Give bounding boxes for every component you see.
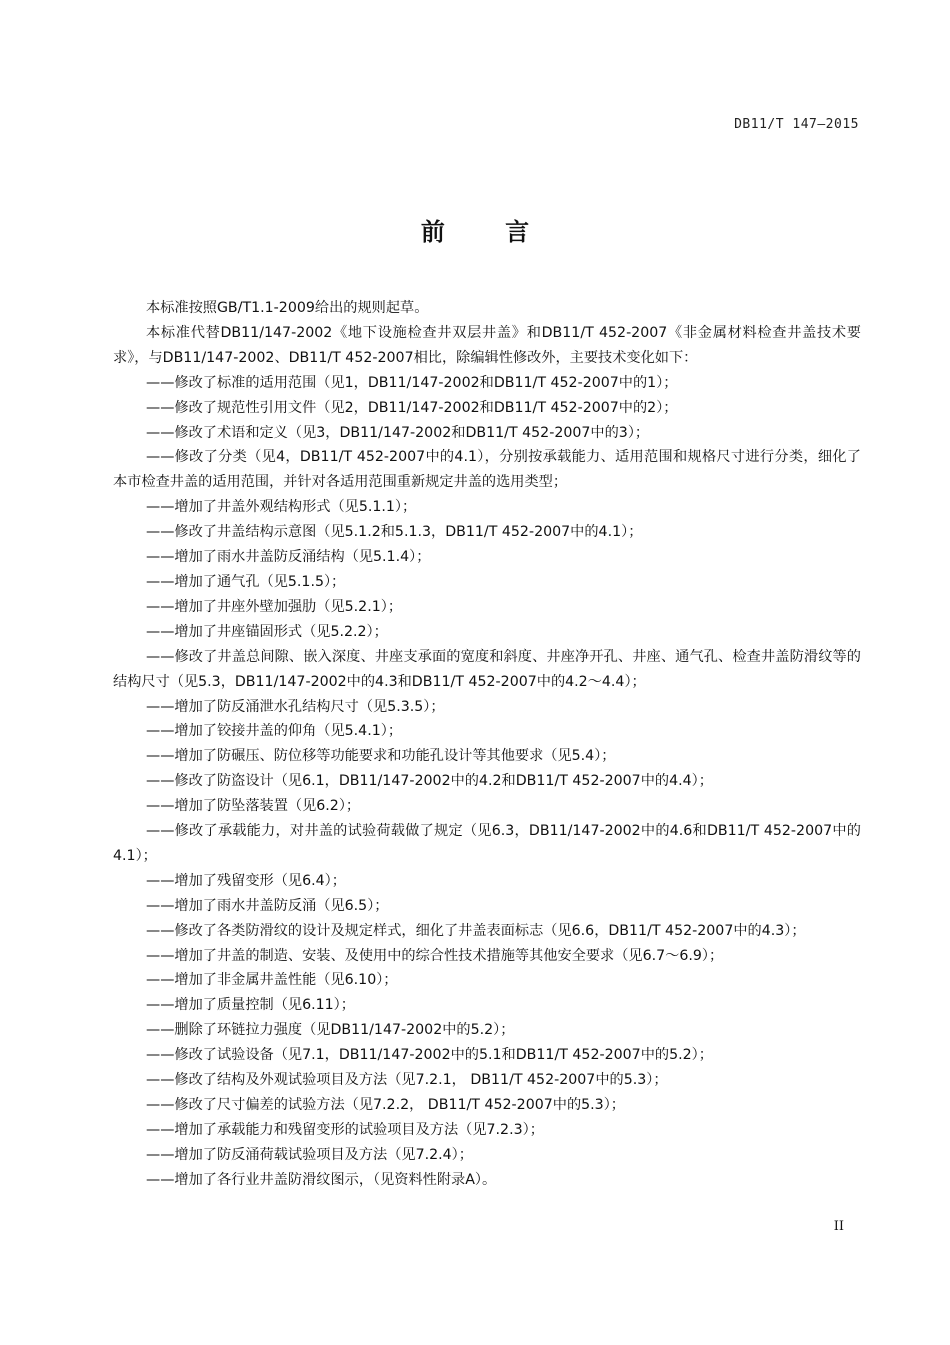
intro-paragraph: 本标准按照GB/T1.1-2009给出的规则起草。 [146,300,429,316]
change-list-item: ——增加了通气孔（见5.1.5）； [146,573,346,590]
change-list-item: ——修改了井盖结构示意图（见5.1.2和5.1.3，DB11/T 452-2007中的4.1）； [146,524,643,541]
document-code: DB11/T 147—2015 [734,117,859,132]
change-list-item: ——修改了井盖总间隙、嵌入深度、井座支承面的宽度和斜度、井座净开孔、井座、通气孔、检查井盖防滑纹等的结构尺寸（见5.3，DB11/147-2002中的4.3和DB11/T 452-2007中的4.2～4.4）； [113,648,861,690]
change-list-item: ——增加了井盖外观结构形式（见5.1.1）； [146,499,417,516]
change-list-item: ——增加了残留变形（见6.4）； [146,872,346,889]
change-list-item: ——修改了承载能力，对井盖的试验荷载做了规定（见6.3，DB11/147-2002中的4.6和DB11/T 452-2007中的4.1）； [113,823,861,864]
change-list-item: ——增加了防碾压、防位移等功能要求和功能孔设计等其他要求（见5.4）； [146,748,616,765]
change-list-item: ——增加了防坠落装置（见6.2）； [146,798,361,815]
change-list-item: ——增加了防反涌荷载试验项目及方法（见7.2.4）； [146,1146,473,1163]
change-list-item: ——修改了术语和定义（见3，DB11/147-2002和DB11/T 452-2007中的3）； [146,424,650,441]
change-list-item: ——修改了规范性引用文件（见2，DB11/147-2002和DB11/T 452-2007中的2）； [146,399,678,416]
change-list-item: ——修改了试验设备（见7.1，DB11/147-2002中的5.1和DB11/T 452-2007中的5.2）； [146,1047,713,1064]
change-list-item: ——增加了铰接井盖的仰角（见5.4.1）； [146,723,403,740]
change-list-item: ——增加了防反涌泄水孔结构尺寸（见5.3.5）； [146,698,445,715]
change-list-item: ——增加了非金属井盖性能（见6.10）； [146,972,398,989]
change-list-item: ——增加了各行业井盖防滑纹图示，（见资料性附录A）。 [146,1171,497,1188]
change-list-item: ——增加了雨水井盖防反涌（见6.5）； [146,897,389,914]
change-list-item: ——增加了井座外壁加强肋（见5.2.1）； [146,598,403,615]
change-list-item: ——增加了雨水井盖防反涌结构（见5.1.4）； [146,549,431,566]
change-list-item: ——增加了承载能力和残留变形的试验项目及方法（见7.2.3）； [146,1121,544,1138]
page-number: II [833,1219,844,1234]
intro-paragraph: 本标准代替DB11/147-2002《地下设施检查井双层井盖》和DB11/T 452-2007《非金属材料检查井盖技术要求》，与DB11/147-2002、DB11/T 452-2007相比，除编辑性修改外，主要技术变化如下： [113,324,861,366]
change-list-item: ——修改了尺寸偏差的试验方法（见7.2.2， DB11/T 452-2007中的5.3）； [146,1097,625,1113]
change-list-item: ——修改了标准的适用范围（见1，DB11/147-2002和DB11/T 452-2007中的1）； [146,374,678,391]
change-list-item: ——修改了结构及外观试验项目及方法（见7.2.1， DB11/T 452-2007中的5.3）； [146,1072,668,1089]
change-list-item: ——修改了分类（见4，DB11/T 452-2007中的4.1），分别按承载能力、适用范围和规格尺寸进行分类，细化了本市检查井盖的适用范围，并针对各适用范围重新规定井盖的选用类型； [113,449,861,491]
document-body [113,296,861,1193]
page-title: 前 言 [420,218,556,246]
change-list-item: ——删除了环链拉力强度（见DB11/147-2002中的5.2）； [146,1022,515,1039]
change-list-item: ——增加了井盖的制造、安装、及使用中的综合性技术措施等其他安全要求（见6.7～6.9）； [146,947,724,964]
change-list-item: ——增加了井座锚固形式（见5.2.2）； [146,623,388,640]
change-list-item: ——修改了各类防滑纹的设计及规定样式，细化了井盖表面标志（见6.6，DB11/T 452-2007中的4.3）； [146,922,806,939]
change-list-item: ——修改了防盗设计（见6.1，DB11/147-2002中的4.2和DB11/T 452-2007中的4.4）； [146,773,713,790]
change-list-item: ——增加了质量控制（见6.11）； [146,997,355,1014]
